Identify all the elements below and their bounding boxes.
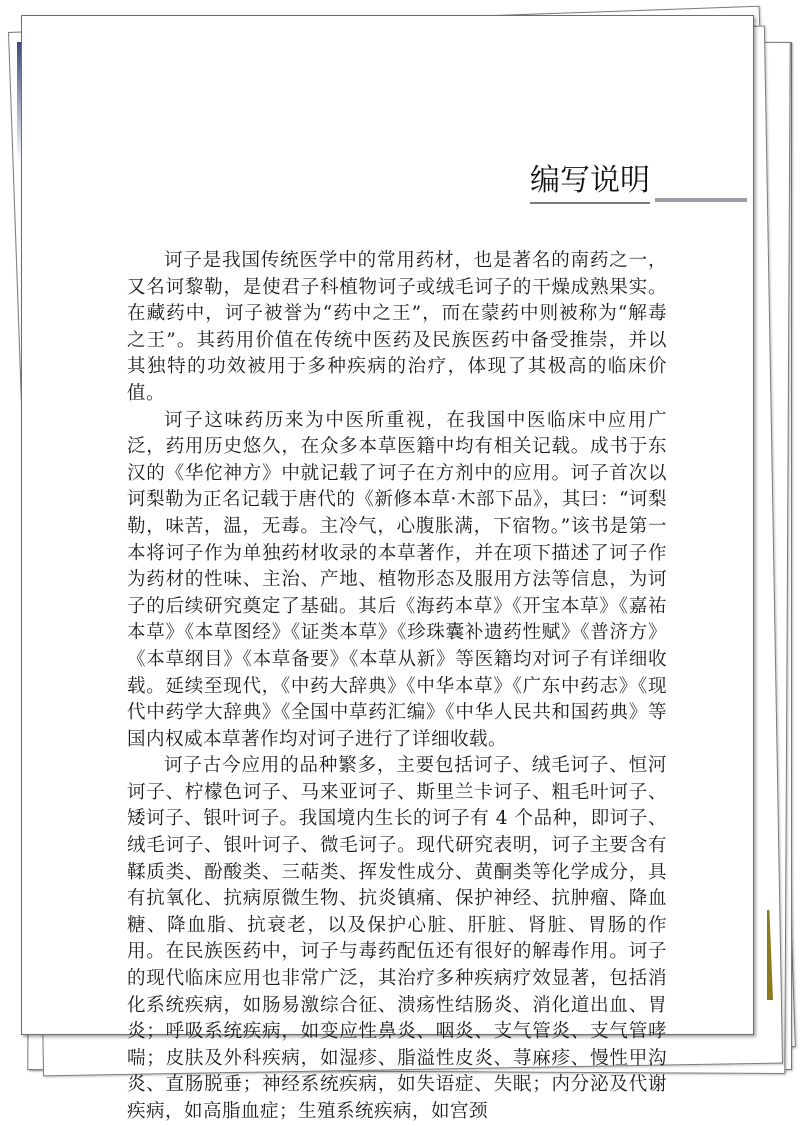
paragraph-2: 诃子这味药历来为中医所重视，在我国中医临床中应用广泛，药用历史悠久，在众多本草医籍中均有相关记载。成书于东汉的《华佗神方》中就记载了诃子在方剂中的应用。诃子首次以诃梨勒为正名记载于唐代的《新修本草·木部下品》，其曰：“诃梨勒，味苦，温，无毒。主冷气，心腹胀满，下宿物。”该书是第一本将诃子作为单独药材收录的本草著作，并在项下描述了诃子作为药材的性味、主治、产地、植物形态及服用方法等信息，为诃子的后续研究奠定了基础。其后《海药本草》《开宝本草》《嘉祐本草》《本草图经》《证类本草》《珍珠囊补遗药性赋》《普济方》《本草纲目》《本草备要》《本草从新》等医籍均对诃子有详细收载。延续至现代，《中药大辞典》《中华本草》《广东中药志》《现代中药学大辞典》《全国中草药汇编》《中华人民共和国药典》等国内权威本草著作均对诃子进行了详细收载。 <box>127 409 667 750</box>
paragraph-1: 诃子是我国传统医学中的常用药材，也是著名的南药之一，又名诃黎勒，是使君子科植物诃子或绒毛诃子的干燥成熟果实。在藏药中，诃子被誉为“药中之王”，而在蒙药中则被称为“解毒之王”。其药用价值在传统中医药及民族医药中备受推崇，并以其独特的功效被用于多种疾病的治疗，体现了其极高的临床价值。 <box>127 250 667 404</box>
body-text <box>127 248 667 1126</box>
section-heading <box>530 161 760 211</box>
page-title: 编写说明 <box>530 161 650 204</box>
document-page <box>21 15 754 1122</box>
title-underline-rule <box>655 198 747 202</box>
paragraph-3: 诃子古今应用的品种繁多，主要包括诃子、绒毛诃子、恒河诃子、柠檬色诃子、马来亚诃子、斯里兰卡诃子、粗毛叶诃子、矮诃子、银叶诃子。我国境内生长的诃子有 4 个品种，即诃子、绒毛诃子、银叶诃子、微毛诃子。现代研究表明，诃子主要含有鞣质类、酚酸类、三萜类、挥发性成分、黄酮类等化学成分，具有抗氧化、抗病原微生物、抗炎镇痛、保护神经、抗肿瘤、降血糖、降血脂、抗衰老，以及保护心脏、肝脏、肾脏、胃肠的作用。在民族医药中，诃子与毒药配伍还有很好的解毒作用。诃子的现代临床应用也非常广泛，其治疗多种疾病疗效显著，包括消化系统疾病，如肠易激综合征、溃疡性结肠炎、消化道出血、胃炎；呼吸系统疾病，如变应性鼻炎、咽炎、支气管炎、支气管哮喘；皮肤及外科疾病，如湿疹、脂溢性皮炎、荨麻疹、慢性甲沟炎、直肠脱垂；神经系统疾病，如失语症、失眠；内分泌及代谢疾病，如高脂血症；生殖系统疾病，如宫颈 <box>127 755 667 1122</box>
